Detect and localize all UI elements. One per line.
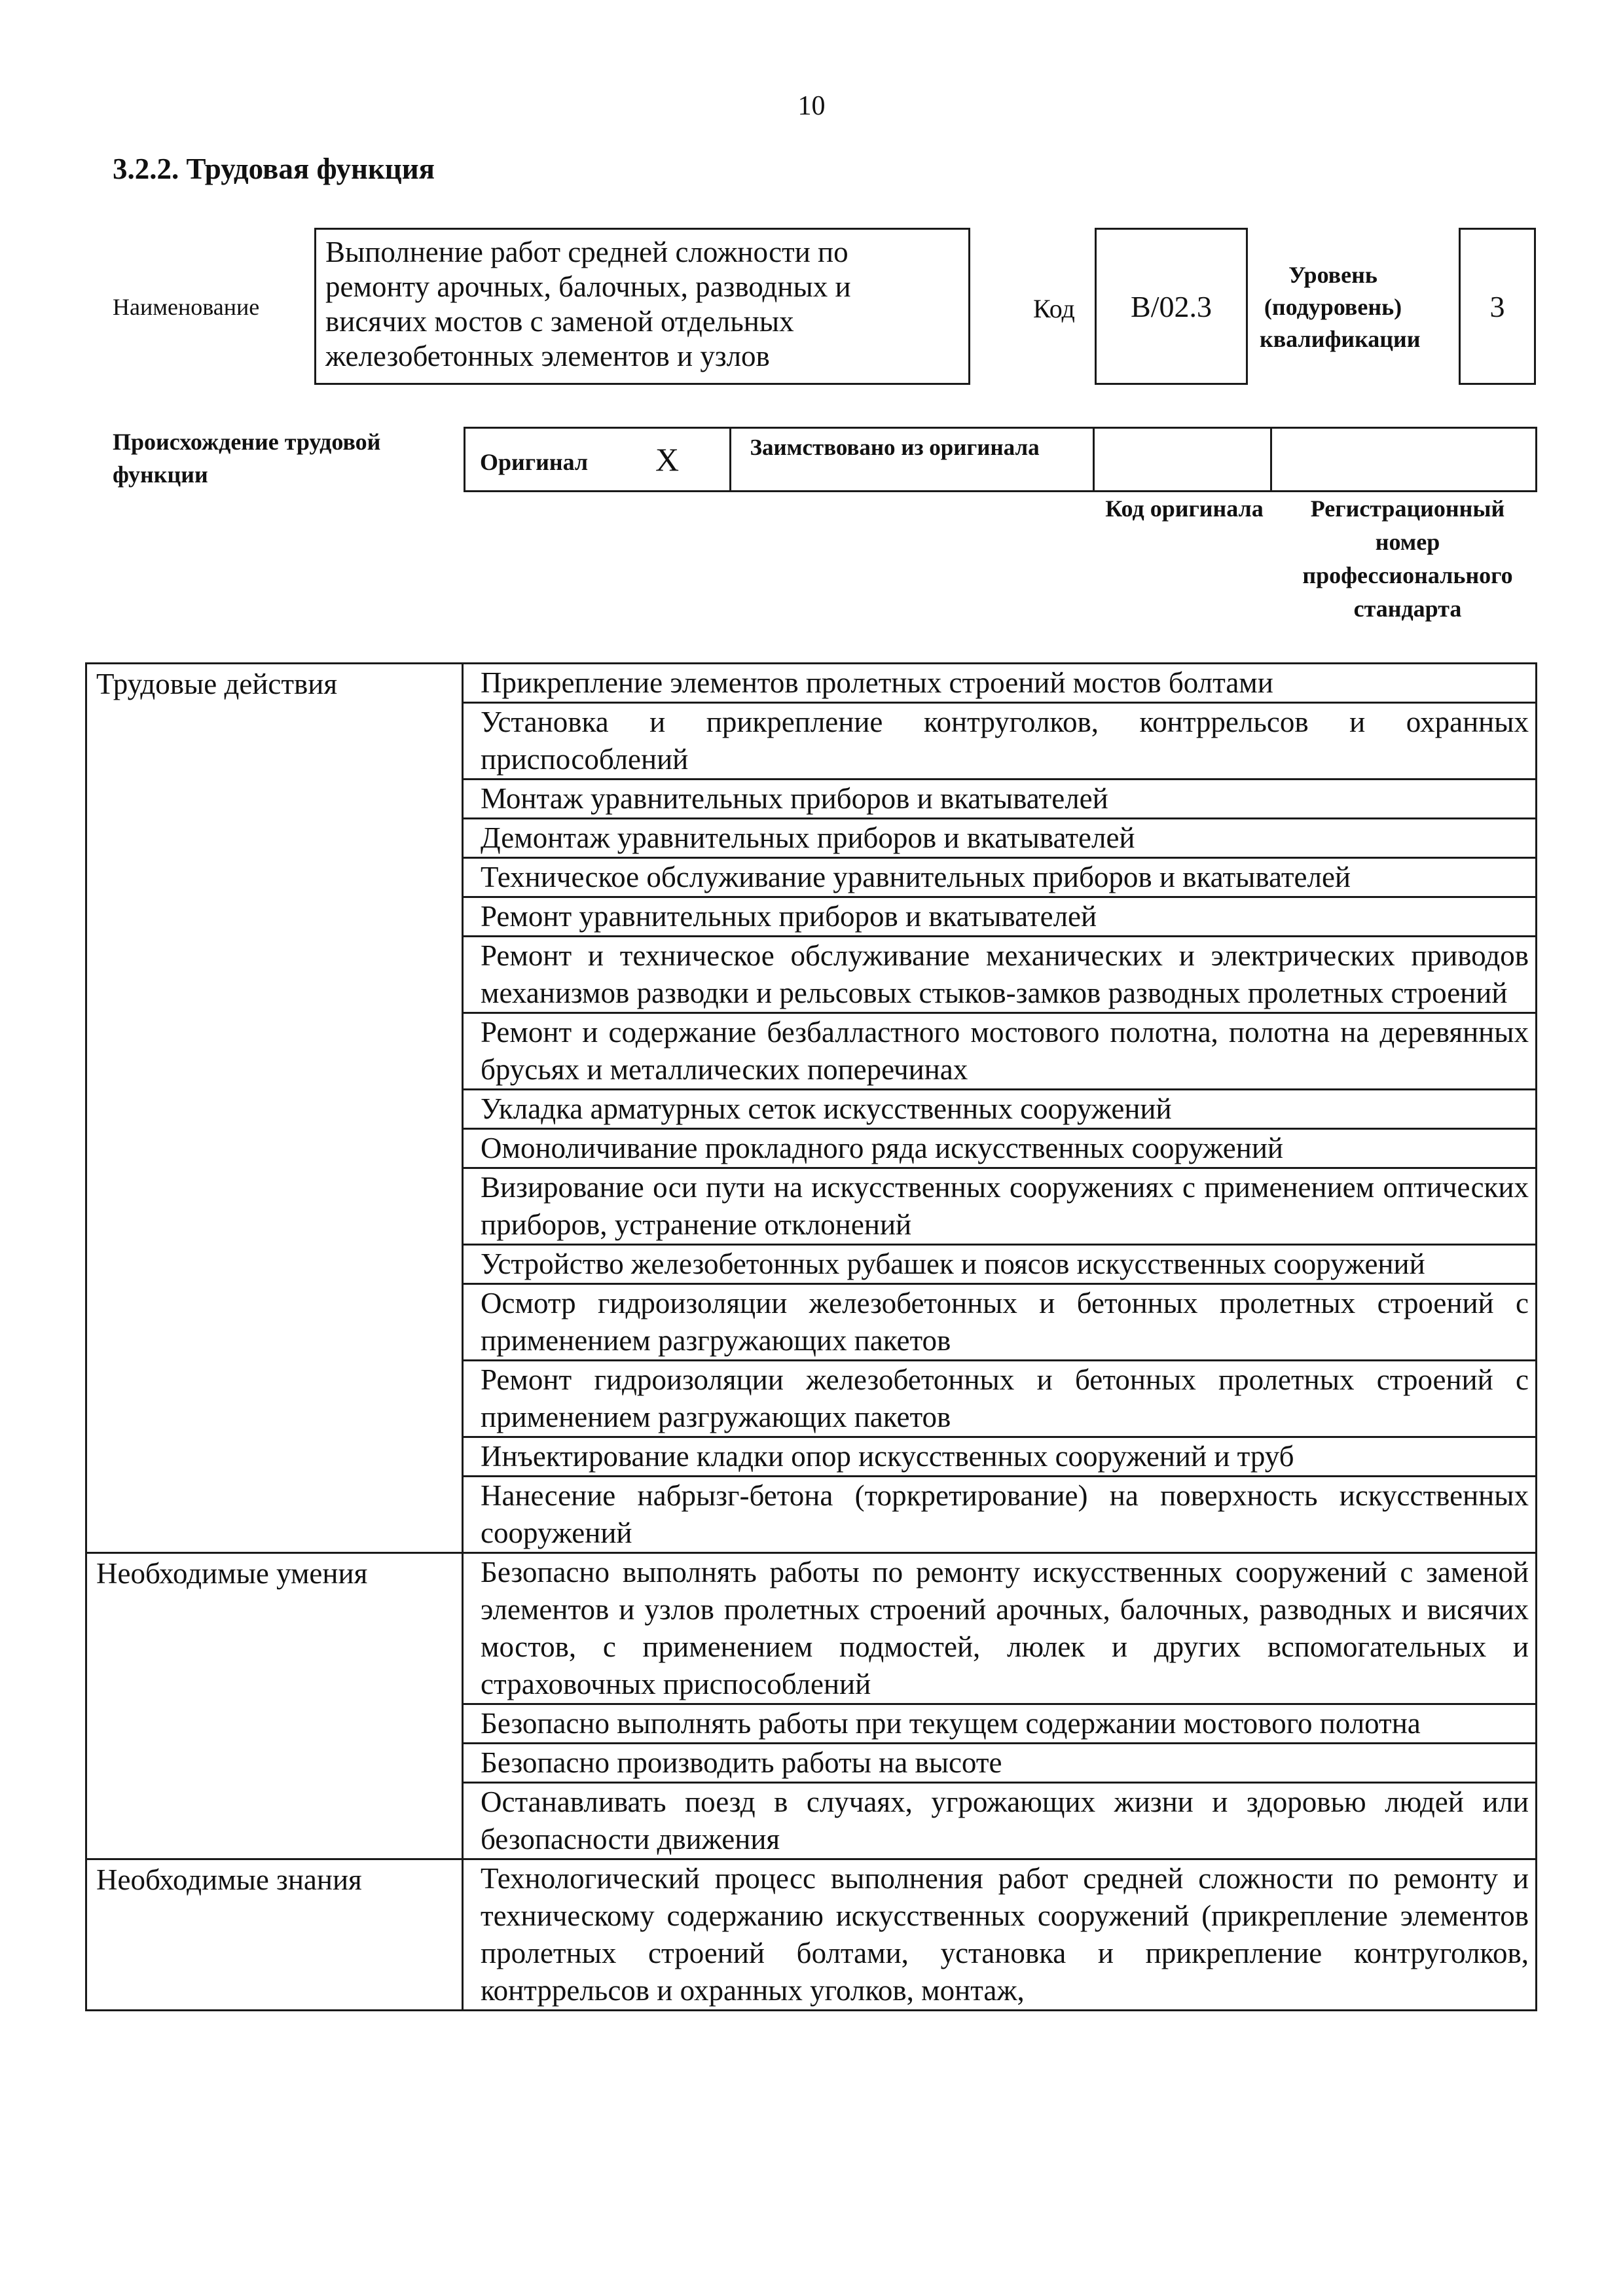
section-title: 3.2.2. Трудовая функция [113, 152, 435, 185]
qualification-level-label: Уровень (подуровень) квалификации [1260, 262, 1421, 352]
section-item: Ремонт и содержание безбалластного мостового полотна, полотна на деревянных брусьях и металлических поперечинах [463, 1013, 1537, 1090]
section-item: Технологический процесс выполнения работ средней сложности по ремонту и техническому содержанию искусственных сооружений (прикрепление элементов пролетных строений болтами, установка и прикрепление контруголков, контррельсов и охранных уголков, монтаж, [463, 1859, 1537, 2011]
origin-label-text: Происхождение трудовой функции [113, 429, 381, 488]
section-item: Ремонт уравнительных приборов и вкатывателей [463, 897, 1537, 937]
section-item: Безопасно производить работы на высоте [463, 1744, 1537, 1783]
section-item: Техническое обслуживание уравнительных приборов и вкатывателей [463, 858, 1537, 897]
original-code-caption: Код оригинала [1105, 495, 1264, 522]
section-item: Устройство железобетонных рубашек и поясов искусственных сооружений [463, 1245, 1537, 1284]
section-item: Визирование оси пути на искусственных сооружениях с применением оптических приборов, устранение отклонений [463, 1168, 1537, 1245]
original-mark: X [655, 441, 680, 478]
section-item: Установка и прикрепление контруголков, контррельсов и охранных приспособлений [463, 703, 1537, 780]
section-item: Монтаж уравнительных приборов и вкатывателей [463, 780, 1537, 819]
borrowed-label: Заимствовано из оригинала [731, 429, 1094, 490]
section-item: Безопасно выполнять работы при текущем содержании мостового полотна [463, 1704, 1537, 1744]
reg-number-cell [1272, 429, 1535, 490]
section-item: Нанесение набрызг-бетона (торкретирование) на поверхность искусственных сооружений [463, 1477, 1537, 1553]
section-item: Безопасно выполнять работы по ремонту искусственных сооружений с заменой элементов и узлов пролетных строений арочных, балочных, разводных и висячих мостов, с применением подмостей, люлек и других вспомогательных и страховочных приспособлений [463, 1553, 1537, 1704]
original-label: Оригинал [480, 449, 589, 475]
section-item: Останавливать поезд в случаях, угрожающих жизни и здоровью людей или безопасности движения [463, 1783, 1537, 1859]
function-details-table [85, 662, 1537, 2011]
origin-label [113, 425, 453, 491]
qualification-level-box: 3 [1459, 228, 1536, 385]
section-item: Омоноличивание прокладного ряда искусственных сооружений [463, 1129, 1537, 1168]
original-code-cell [1095, 429, 1272, 490]
code-value-box: B/02.3 [1095, 228, 1248, 385]
section-item: Демонтаж уравнительных приборов и вкатывателей [463, 819, 1537, 858]
function-name-box: Выполнение работ средней сложности по ремонту арочных, балочных, разводных и висячих мостов с заменой отдельных железобетонных элементов и узлов [314, 228, 970, 385]
code-label: Код [1033, 294, 1075, 323]
section-heading: Необходимые умения [86, 1553, 463, 1859]
section-item: Инъектирование кладки опор искусственных сооружений и труб [463, 1437, 1537, 1477]
name-label: Наименование [113, 294, 260, 320]
reg-number-caption: Регистрационный номер профессионального стандарта [1302, 495, 1513, 622]
section-item: Прикрепление элементов пролетных строений мостов болтами [463, 664, 1537, 703]
section-item: Ремонт и техническое обслуживание механических и электрических приводов механизмов разводки и рельсовых стыков-замков разводных пролетных строений [463, 937, 1537, 1013]
section-heading: Трудовые действия [86, 664, 463, 1553]
section-item: Ремонт гидроизоляции железобетонных и бетонных пролетных строений с применением разгружающих пакетов [463, 1361, 1537, 1437]
origin-table [464, 427, 1537, 492]
section-heading: Необходимые знания [86, 1859, 463, 2011]
page-number: 10 [797, 91, 826, 121]
section-item: Осмотр гидроизоляции железобетонных и бетонных пролетных строений с применением разгружающих пакетов [463, 1284, 1537, 1361]
table-row [86, 664, 1537, 703]
table-row [86, 1553, 1537, 1704]
origin-original-cell [465, 429, 731, 490]
table-row [86, 1859, 1537, 2011]
section-item: Укладка арматурных сеток искусственных сооружений [463, 1090, 1537, 1129]
